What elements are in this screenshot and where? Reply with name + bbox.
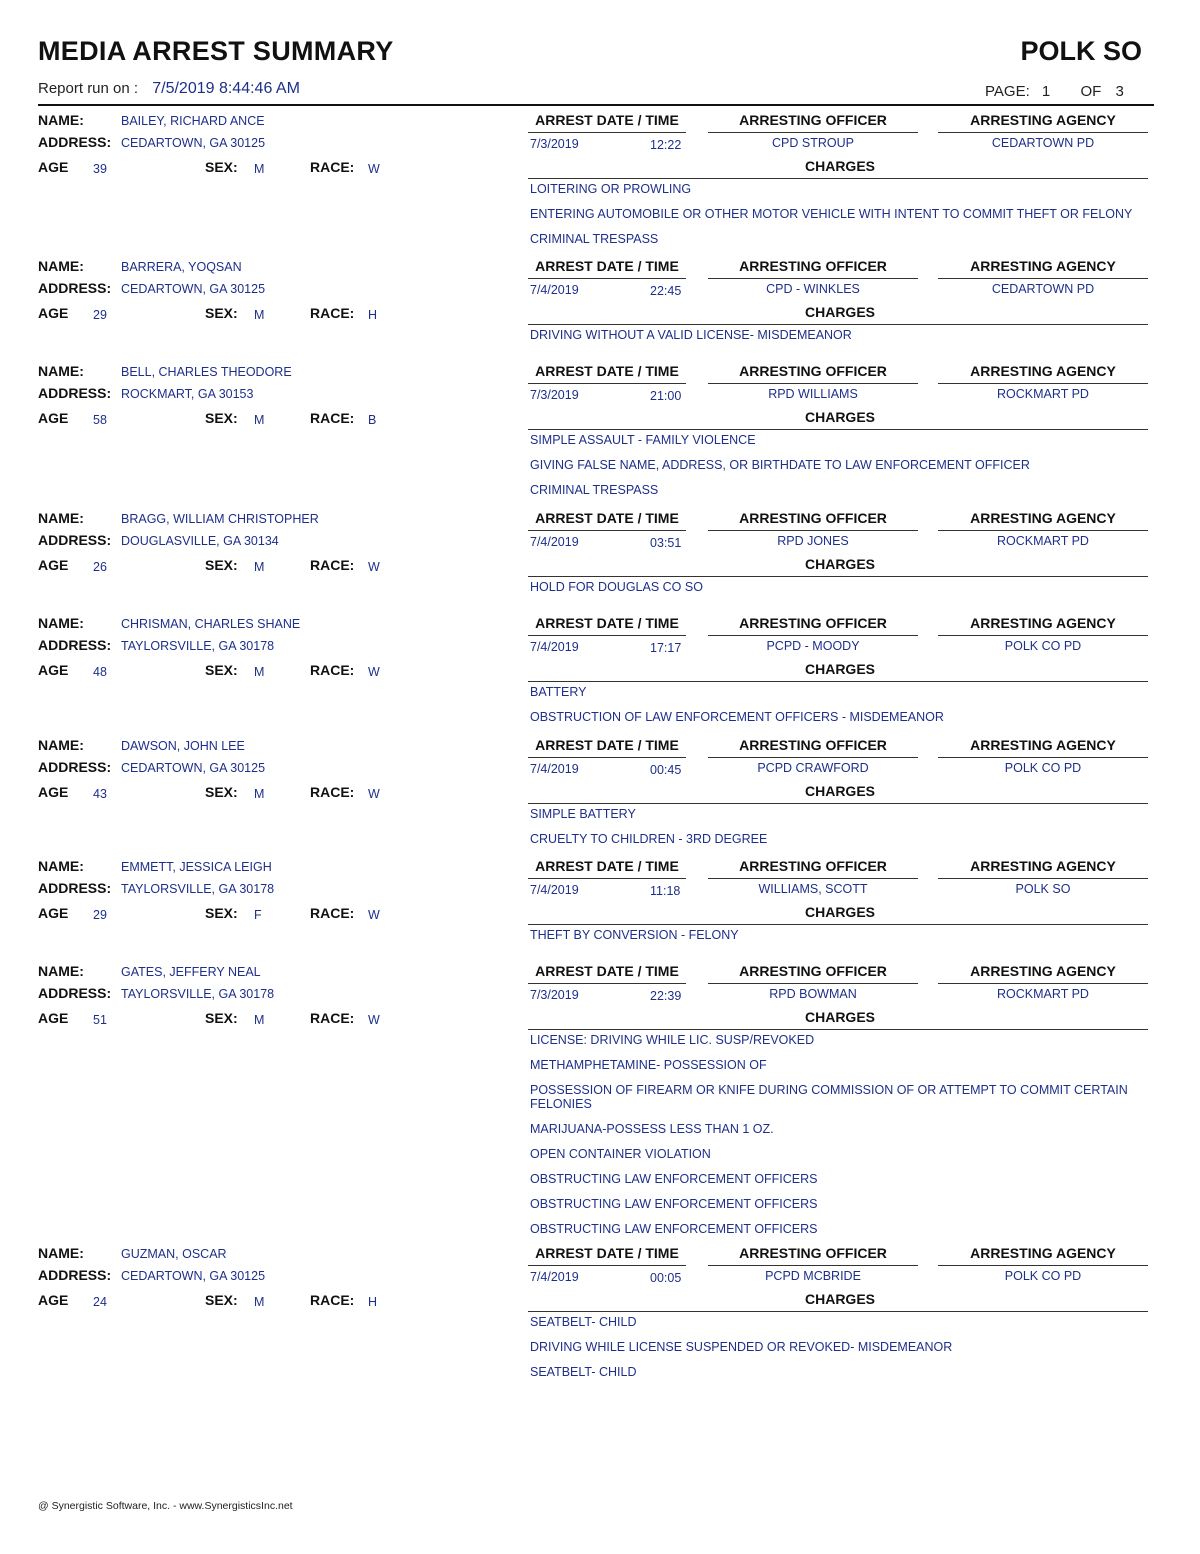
- arresting-officer: PCPD - MOODY: [766, 639, 860, 653]
- header-underline: [708, 383, 918, 384]
- charge-item: OBSTRUCTION OF LAW ENFORCEMENT OFFICERS - MISDEMEANOR: [530, 710, 944, 724]
- header-underline: [528, 878, 686, 879]
- header-underline: [528, 757, 686, 758]
- arresting-officer-header: ARRESTING OFFICER: [739, 858, 887, 874]
- sex-label: SEX:: [205, 410, 238, 426]
- arresting-agency-header: ARRESTING AGENCY: [970, 1245, 1116, 1261]
- race-label: RACE:: [310, 905, 355, 921]
- charge-item: SIMPLE ASSAULT - FAMILY VIOLENCE: [530, 433, 756, 447]
- arrest-time: 17:17: [650, 641, 682, 655]
- arresting-agency-header: ARRESTING AGENCY: [970, 858, 1116, 874]
- report-run-label: Report run on :: [38, 80, 139, 97]
- race-label: RACE:: [310, 784, 355, 800]
- of-label: OF: [1080, 83, 1102, 100]
- charges-header: CHARGES: [804, 409, 875, 425]
- charges-rule: [528, 924, 1148, 925]
- arresting-agency: CEDARTOWN PD: [991, 282, 1095, 296]
- header-underline: [708, 983, 918, 984]
- race-label: RACE:: [310, 662, 355, 678]
- charge-item: LOITERING OR PROWLING: [530, 182, 692, 196]
- age-label: AGE: [38, 305, 69, 321]
- header-underline: [938, 878, 1148, 879]
- header-underline: [938, 530, 1148, 531]
- name-label: NAME:: [38, 258, 84, 274]
- charges-list: [530, 580, 1150, 605]
- charge-item: OBSTRUCTING LAW ENFORCEMENT OFFICERS: [530, 1197, 818, 1211]
- header-underline: [938, 983, 1148, 984]
- charge-item: DRIVING WITHOUT A VALID LICENSE- MISDEMEANOR: [530, 328, 852, 342]
- age-label: AGE: [38, 784, 69, 800]
- arrest-date-time-header: ARREST DATE / TIME: [535, 615, 679, 631]
- arresting-officer-header: ARRESTING OFFICER: [739, 963, 887, 979]
- arrestee-sex: M: [254, 162, 265, 176]
- arrestee-race: W: [368, 560, 380, 574]
- header-underline: [708, 635, 918, 636]
- arresting-agency: ROCKMART PD: [997, 534, 1089, 548]
- arrest-date: 7/4/2019: [530, 283, 579, 297]
- arrestee-race: W: [368, 908, 380, 922]
- charges-rule: [528, 1311, 1148, 1312]
- arrest-date: 7/4/2019: [530, 762, 579, 776]
- charges-rule: [528, 429, 1148, 430]
- name-label: NAME:: [38, 1245, 84, 1261]
- arrestee-sex: M: [254, 560, 265, 574]
- report-run-line: [38, 80, 300, 98]
- arrestee-name: GATES, JEFFERY NEAL: [121, 965, 261, 979]
- arresting-agency: POLK SO: [1015, 882, 1071, 896]
- arresting-agency: POLK CO PD: [1004, 639, 1082, 653]
- header-underline: [938, 132, 1148, 133]
- arrestee-address: CEDARTOWN, GA 30125: [121, 282, 266, 296]
- charges-rule: [528, 681, 1148, 682]
- arrestee-age: 48: [93, 665, 107, 679]
- arresting-agency: POLK CO PD: [1004, 761, 1082, 775]
- arrestee-race: W: [368, 787, 380, 801]
- race-label: RACE:: [310, 410, 355, 426]
- name-label: NAME:: [38, 363, 84, 379]
- sex-label: SEX:: [205, 1010, 238, 1026]
- race-label: RACE:: [310, 1292, 355, 1308]
- name-label: NAME:: [38, 858, 84, 874]
- arrestee-age: 29: [93, 908, 107, 922]
- arrest-time: 03:51: [650, 536, 682, 550]
- charges-rule: [528, 1029, 1148, 1030]
- header-underline: [708, 878, 918, 879]
- arrest-time: 12:22: [650, 138, 682, 152]
- arrest-date-time-header: ARREST DATE / TIME: [535, 963, 679, 979]
- arrest-date-time-header: ARREST DATE / TIME: [535, 1245, 679, 1261]
- charges-header: CHARGES: [804, 1291, 875, 1307]
- arrestee-age: 39: [93, 162, 107, 176]
- arrest-date-time-header: ARREST DATE / TIME: [535, 112, 679, 128]
- page-number: [985, 83, 1124, 100]
- address-label: ADDRESS:: [38, 880, 112, 896]
- arrestee-sex: M: [254, 1295, 265, 1309]
- arresting-officer-header: ARRESTING OFFICER: [739, 615, 887, 631]
- header-underline: [938, 635, 1148, 636]
- arresting-agency: CEDARTOWN PD: [991, 136, 1095, 150]
- arrest-date: 7/4/2019: [530, 883, 579, 897]
- arresting-officer-header: ARRESTING OFFICER: [739, 1245, 887, 1261]
- arrestee-address: CEDARTOWN, GA 30125: [121, 761, 266, 775]
- charge-item: OBSTRUCTING LAW ENFORCEMENT OFFICERS: [530, 1172, 818, 1186]
- header-underline: [528, 983, 686, 984]
- arrestee-race: W: [368, 1013, 380, 1027]
- arresting-agency-header: ARRESTING AGENCY: [970, 510, 1116, 526]
- arrestee-sex: M: [254, 787, 265, 801]
- charge-item: OPEN CONTAINER VIOLATION: [530, 1147, 711, 1161]
- charges-header: CHARGES: [804, 556, 875, 572]
- arrest-time: 11:18: [650, 884, 681, 898]
- arrestee-name: BARRERA, YOQSAN: [121, 260, 242, 274]
- arresting-agency: ROCKMART PD: [997, 987, 1089, 1001]
- arresting-officer: PCPD MCBRIDE: [765, 1269, 861, 1283]
- name-label: NAME:: [38, 963, 84, 979]
- report-title: MEDIA ARREST SUMMARY: [38, 36, 394, 66]
- charges-header: CHARGES: [804, 1009, 875, 1025]
- header-underline: [938, 1265, 1148, 1266]
- arrestee-name: BAILEY, RICHARD ANCE: [121, 114, 265, 128]
- charge-item: ENTERING AUTOMOBILE OR OTHER MOTOR VEHICLE WITH INTENT TO COMMIT THEFT OR FELONY: [530, 207, 1133, 221]
- charges-header: CHARGES: [804, 904, 875, 920]
- arrest-date-time-header: ARREST DATE / TIME: [535, 737, 679, 753]
- age-label: AGE: [38, 557, 69, 573]
- age-label: AGE: [38, 159, 69, 175]
- arrestee-name: BRAGG, WILLIAM CHRISTOPHER: [121, 512, 319, 526]
- sex-label: SEX:: [205, 662, 238, 678]
- charge-item: MARIJUANA-POSSESS LESS THAN 1 OZ.: [530, 1122, 774, 1136]
- arrestee-name: EMMETT, JESSICA LEIGH: [121, 860, 272, 874]
- arresting-agency-header: ARRESTING AGENCY: [970, 737, 1116, 753]
- header-underline: [528, 278, 686, 279]
- arrest-date-time-header: ARREST DATE / TIME: [535, 363, 679, 379]
- arrestee-name: BELL, CHARLES THEODORE: [121, 365, 292, 379]
- arrestee-address: CEDARTOWN, GA 30125: [121, 136, 266, 150]
- sex-label: SEX:: [205, 784, 238, 800]
- header-rule: [38, 104, 1154, 106]
- sex-label: SEX:: [205, 905, 238, 921]
- charges-rule: [528, 324, 1148, 325]
- header-underline: [938, 278, 1148, 279]
- age-label: AGE: [38, 662, 69, 678]
- arrestee-age: 24: [93, 1295, 107, 1309]
- arresting-officer: CPD - WINKLES: [766, 282, 860, 296]
- charge-item: METHAMPHETAMINE- POSSESSION OF: [530, 1058, 767, 1072]
- header-underline: [938, 757, 1148, 758]
- charges-header: CHARGES: [804, 158, 875, 174]
- arresting-officer: RPD BOWMAN: [769, 987, 857, 1001]
- arresting-officer-header: ARRESTING OFFICER: [739, 112, 887, 128]
- arresting-officer: RPD JONES: [777, 534, 849, 548]
- arrestee-age: 58: [93, 413, 107, 427]
- arrestee-name: GUZMAN, OSCAR: [121, 1247, 227, 1261]
- arresting-agency-header: ARRESTING AGENCY: [970, 258, 1116, 274]
- header-underline: [528, 530, 686, 531]
- arrest-date-time-header: ARREST DATE / TIME: [535, 258, 679, 274]
- sex-label: SEX:: [205, 1292, 238, 1308]
- address-label: ADDRESS:: [38, 637, 112, 653]
- report-run-value: 7/5/2019 8:44:46 AM: [152, 80, 300, 97]
- name-label: NAME:: [38, 112, 84, 128]
- sex-label: SEX:: [205, 305, 238, 321]
- header-underline: [708, 278, 918, 279]
- charges-list: [530, 182, 1150, 257]
- arrest-time: 22:39: [650, 989, 682, 1003]
- arrestee-name: CHRISMAN, CHARLES SHANE: [121, 617, 301, 631]
- header-underline: [708, 132, 918, 133]
- charges-list: [530, 433, 1150, 508]
- charges-list: [530, 1315, 1150, 1390]
- charges-list: [530, 807, 1150, 857]
- arrestee-race: H: [368, 1295, 378, 1309]
- race-label: RACE:: [310, 305, 355, 321]
- age-label: AGE: [38, 905, 69, 921]
- arrestee-address: DOUGLASVILLE, GA 30134: [121, 534, 279, 548]
- name-label: NAME:: [38, 737, 84, 753]
- arrest-date: 7/4/2019: [530, 535, 579, 549]
- arresting-agency-header: ARRESTING AGENCY: [970, 363, 1116, 379]
- charges-list: [530, 1033, 1150, 1247]
- arrestee-race: B: [368, 413, 377, 427]
- charge-item: SIMPLE BATTERY: [530, 807, 636, 821]
- charges-rule: [528, 576, 1148, 577]
- charge-item: SEATBELT- CHILD: [530, 1365, 637, 1379]
- charge-item: GIVING FALSE NAME, ADDRESS, OR BIRTHDATE TO LAW ENFORCEMENT OFFICER: [530, 458, 1030, 472]
- address-label: ADDRESS:: [38, 280, 112, 296]
- arrest-date: 7/4/2019: [530, 640, 579, 654]
- page-current: 1: [1041, 83, 1051, 100]
- sex-label: SEX:: [205, 159, 238, 175]
- address-label: ADDRESS:: [38, 532, 112, 548]
- arrestee-sex: M: [254, 413, 265, 427]
- header-underline: [528, 132, 686, 133]
- arrest-time: 22:45: [650, 284, 682, 298]
- arrestee-address: ROCKMART, GA 30153: [121, 387, 254, 401]
- charge-item: LICENSE: DRIVING WHILE LIC. SUSP/REVOKED: [530, 1033, 815, 1047]
- arrest-date-time-header: ARREST DATE / TIME: [535, 858, 679, 874]
- charge-item: CRIMINAL TRESPASS: [530, 232, 659, 246]
- charges-rule: [528, 178, 1148, 179]
- arrestee-race: H: [368, 308, 378, 322]
- race-label: RACE:: [310, 557, 355, 573]
- arresting-officer: RPD WILLIAMS: [768, 387, 858, 401]
- arrestee-sex: M: [254, 308, 265, 322]
- arrestee-address: TAYLORSVILLE, GA 30178: [121, 639, 275, 653]
- arresting-agency-header: ARRESTING AGENCY: [970, 615, 1116, 631]
- charge-item: HOLD FOR DOUGLAS CO SO: [530, 580, 703, 594]
- arrestee-age: 43: [93, 787, 107, 801]
- charge-item: CRIMINAL TRESPASS: [530, 483, 659, 497]
- arresting-officer: WILLIAMS, SCOTT: [758, 882, 868, 896]
- footer-credit: @ Synergistic Software, Inc. - www.SynergisticsInc.net: [38, 1500, 293, 1512]
- arrest-date: 7/3/2019: [530, 137, 579, 151]
- charge-item: BATTERY: [530, 685, 587, 699]
- arresting-officer-header: ARRESTING OFFICER: [739, 737, 887, 753]
- charges-rule: [528, 803, 1148, 804]
- address-label: ADDRESS:: [38, 385, 112, 401]
- race-label: RACE:: [310, 1010, 355, 1026]
- name-label: NAME:: [38, 510, 84, 526]
- charges-header: CHARGES: [804, 304, 875, 320]
- address-label: ADDRESS:: [38, 985, 112, 1001]
- page-label: PAGE:: [985, 83, 1030, 100]
- arrest-date: 7/4/2019: [530, 1270, 579, 1284]
- arrest-time: 21:00: [650, 389, 682, 403]
- charges-list: [530, 928, 1150, 953]
- arrestee-age: 51: [93, 1013, 107, 1027]
- arrestee-race: W: [368, 162, 380, 176]
- header-underline: [708, 1265, 918, 1266]
- arresting-officer-header: ARRESTING OFFICER: [739, 510, 887, 526]
- address-label: ADDRESS:: [38, 1267, 112, 1283]
- page-total: 3: [1115, 83, 1124, 100]
- charge-item: OBSTRUCTING LAW ENFORCEMENT OFFICERS: [530, 1222, 818, 1236]
- sex-label: SEX:: [205, 557, 238, 573]
- header-underline: [938, 383, 1148, 384]
- arrestee-age: 29: [93, 308, 107, 322]
- charge-item: THEFT BY CONVERSION - FELONY: [530, 928, 739, 942]
- address-label: ADDRESS:: [38, 759, 112, 775]
- arrestee-name: DAWSON, JOHN LEE: [121, 739, 245, 753]
- arrest-date-time-header: ARREST DATE / TIME: [535, 510, 679, 526]
- arresting-agency-header: ARRESTING AGENCY: [970, 963, 1116, 979]
- address-label: ADDRESS:: [38, 134, 112, 150]
- charges-list: [530, 328, 1150, 353]
- arresting-officer: CPD STROUP: [772, 136, 854, 150]
- arrest-time: 00:45: [650, 763, 682, 777]
- arrest-time: 00:05: [650, 1271, 682, 1285]
- charges-list: [530, 685, 1150, 735]
- arrestee-address: CEDARTOWN, GA 30125: [121, 1269, 266, 1283]
- arrestee-age: 26: [93, 560, 107, 574]
- arresting-agency: ROCKMART PD: [997, 387, 1089, 401]
- arresting-officer-header: ARRESTING OFFICER: [739, 258, 887, 274]
- header-underline: [528, 635, 686, 636]
- age-label: AGE: [38, 410, 69, 426]
- arresting-agency: POLK CO PD: [1004, 1269, 1082, 1283]
- charge-item: SEATBELT- CHILD: [530, 1315, 637, 1329]
- arrestee-sex: M: [254, 1013, 265, 1027]
- arrestee-address: TAYLORSVILLE, GA 30178: [121, 987, 275, 1001]
- arrestee-address: TAYLORSVILLE, GA 30178: [121, 882, 275, 896]
- report-agency: POLK SO: [1020, 36, 1142, 66]
- charge-item: CRUELTY TO CHILDREN - 3RD DEGREE: [530, 832, 768, 846]
- charges-header: CHARGES: [804, 783, 875, 799]
- arresting-officer: PCPD CRAWFORD: [757, 761, 869, 775]
- arrestee-race: W: [368, 665, 380, 679]
- race-label: RACE:: [310, 159, 355, 175]
- charge-item: POSSESSION OF FIREARM OR KNIFE DURING COMMISSION OF OR ATTEMPT TO COMMIT CERTAIN FELONIES: [530, 1083, 1128, 1111]
- header-underline: [708, 530, 918, 531]
- header-underline: [528, 383, 686, 384]
- arrest-date: 7/3/2019: [530, 988, 579, 1002]
- arresting-officer-header: ARRESTING OFFICER: [739, 363, 887, 379]
- header-underline: [708, 757, 918, 758]
- arrest-date: 7/3/2019: [530, 388, 579, 402]
- age-label: AGE: [38, 1010, 69, 1026]
- age-label: AGE: [38, 1292, 69, 1308]
- arresting-agency-header: ARRESTING AGENCY: [970, 112, 1116, 128]
- arrestee-sex: F: [254, 908, 262, 922]
- charge-item: DRIVING WHILE LICENSE SUSPENDED OR REVOKED- MISDEMEANOR: [530, 1340, 953, 1354]
- arrestee-sex: M: [254, 665, 265, 679]
- charges-header: CHARGES: [804, 661, 875, 677]
- name-label: NAME:: [38, 615, 84, 631]
- header-underline: [528, 1265, 686, 1266]
